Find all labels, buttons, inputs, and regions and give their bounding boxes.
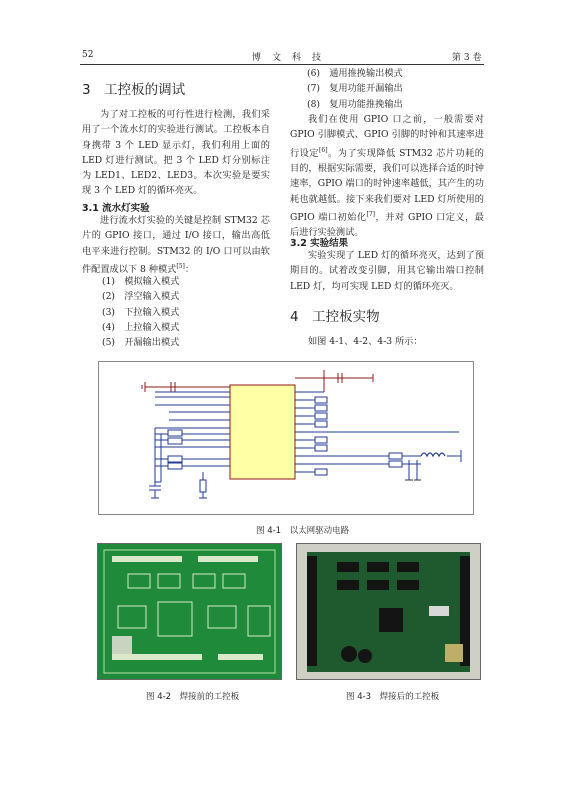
figure-4-1-caption: 图 4-1 以太网驱动电路: [256, 526, 350, 536]
pcb-before-photo: [97, 543, 282, 680]
list-item: (8) 复用功能推挽输出: [307, 98, 403, 110]
journal-name: 博 文 科 技: [252, 53, 323, 63]
pcb-bare-board: [98, 544, 281, 679]
list-item: (3) 下拉输入模式: [102, 306, 180, 318]
para2-text-b: ：: [184, 263, 195, 275]
list-item: (1) 模拟输入模式: [102, 276, 180, 287]
page-number: 52: [82, 50, 94, 60]
para3-text-b: 。为了实现降低 STM32 芯片功耗的目的，根据实际需要，我们可以选择合适的时钟速率，GPIO 端口的时钟速率越低，其产生的功耗也就越低。接下来我们要对 LED 灯所使用的 GPIO 端口初始化: [290, 147, 484, 223]
list-item: (7) 复用功能开漏输出: [307, 83, 403, 95]
left-bus-wires: [155, 392, 230, 466]
ethernet-schematic-figure: [98, 361, 474, 515]
left-vertical-wires: [155, 428, 161, 482]
chip-body: [230, 385, 295, 479]
para3-text-a: 我们在使用 GPIO 口之前，一般需要对 GPIO 引脚模式、GPIO 引脚的时钟和其速率进行设定: [290, 114, 484, 159]
para3-text-c: ，并对 GPIO 口定义，最后进行实验测试。: [290, 211, 484, 239]
citation-5: [5]: [176, 262, 185, 270]
inductor: [421, 453, 445, 456]
bottom-resistor: [200, 480, 206, 492]
right-resistors: [315, 397, 402, 475]
section4-title: 4 工控板实物: [290, 309, 380, 325]
subsection31-paragraph: [82, 213, 270, 277]
figures-intro: 如图 4-1、4-2、4-3 所示：: [308, 336, 423, 347]
top-left-capacitor: [142, 382, 230, 392]
subsection31-title: 3.1 流水灯实验: [82, 203, 150, 214]
modes-list-right: [307, 66, 403, 112]
citation-7: [7]: [366, 210, 376, 218]
header-rule: [80, 64, 484, 65]
results-paragraph: 实验实现了 LED 灯的循环亮灭，达到了预期目的。试着改变引脚，用其它输出端口控制 LED 灯，均可实现 LED 灯的循环亮灭。: [290, 250, 484, 292]
list-item: (6) 通用推挽输出模式: [307, 68, 403, 79]
modes-list-left: [102, 274, 179, 350]
pcb-after-photo: [296, 543, 481, 680]
figure-4-3-caption: 图 4-3 焊接后的工控板: [346, 692, 440, 702]
ethernet-schematic: [99, 362, 473, 514]
volume-label: 第 3 卷: [452, 53, 482, 63]
list-item: (2) 浮空输入模式: [102, 291, 180, 303]
gpio-paragraph: [290, 112, 484, 241]
section3-paragraph: 为了对工控板的可行性进行检测，我们采用了一个流水灯的实验进行测试。工控板本自身携带 3 个 LED 显示灯，我们利用上面的 LED 灯进行测试。把 3 个 LED 灯分别标注为 LED1、LED2、LED3。本次实验是要实现 3 个 LED 灯的循环亮灭。: [82, 109, 270, 197]
list-item: (4) 上拉输入模式: [102, 321, 180, 333]
list-item: (5) 开漏输出模式: [102, 337, 180, 349]
section3-title: 3 工控板的调试: [82, 82, 186, 98]
top-right-capacitor: [295, 370, 373, 392]
figure-4-2-caption: 图 4-2 焊接前的工控板: [146, 692, 240, 702]
citation-6: [6]: [319, 146, 328, 154]
pcb-assembled-board: [297, 544, 480, 679]
left-resistors: [168, 430, 182, 469]
para2-text-a: 进行流水灯实验的关键是控制 STM32 芯片的 GPIO 接口，通过 I/O 接口，输出高低电平来进行控制。STM32 的 I/O 口可以由软件配置成以下 8 种模式: [82, 215, 270, 275]
subsection32-title: 3.2 实验结果: [290, 238, 349, 249]
